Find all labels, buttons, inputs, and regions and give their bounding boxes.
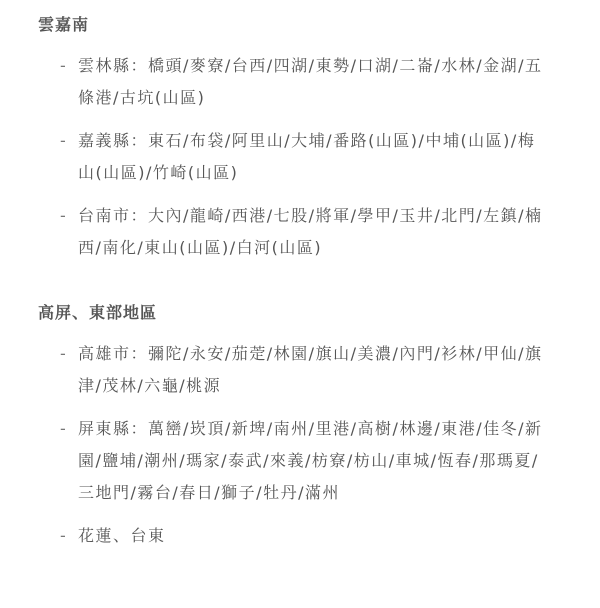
list-item-pingtung xyxy=(38,413,544,509)
list-item-chiayi xyxy=(38,125,544,189)
region-list xyxy=(38,50,544,264)
list-bullet: - xyxy=(60,526,68,545)
region-list xyxy=(38,338,544,552)
list-bullet: - xyxy=(60,419,68,438)
section-kaoping-east xyxy=(38,302,544,552)
list-item-text: 台南市：大內/龍崎/西港/七股/將軍/學甲/玉井/北門/左鎮/楠西/南化/東山(山區)/白河(山區) xyxy=(78,206,543,257)
list-item-tainan xyxy=(38,200,544,264)
list-bullet: - xyxy=(60,344,68,363)
section-title: 雲嘉南 xyxy=(38,15,90,34)
list-bullet: - xyxy=(60,206,68,225)
list-item-text: 高雄市：彌陀/永安/茄萣/林園/旗山/美濃/內門/衫林/甲仙/旗津/茂林/六龜/桃源 xyxy=(78,344,543,395)
list-item-text: 嘉義縣：東石/布袋/阿里山/大埔/番路(山區)/中埔(山區)/梅山(山區)/竹崎(山區) xyxy=(78,131,536,182)
list-item-text: 屏東縣：萬巒/崁頂/新埤/南州/里港/高樹/林邊/東港/佳冬/新園/鹽埔/潮州/瑪家/泰武/來義/枋寮/枋山/車城/恆春/那瑪夏/三地門/霧台/春日/獅子/牡丹/滿州 xyxy=(78,419,543,502)
list-item-kaohsiung xyxy=(38,338,544,402)
section-title: 高屏、東部地區 xyxy=(38,303,158,322)
list-item-text: 雲林縣：橋頭/麥寮/台西/四湖/東勢/口湖/二崙/水林/金湖/五條港/古坑(山區) xyxy=(78,56,543,107)
list-bullet: - xyxy=(60,131,68,150)
list-bullet: - xyxy=(60,56,68,75)
section-yunjianan xyxy=(38,14,544,264)
list-item-yunlin xyxy=(38,50,544,114)
list-item-text: 花蓮、台東 xyxy=(78,526,166,545)
list-item-hualien-taitung xyxy=(38,520,544,552)
